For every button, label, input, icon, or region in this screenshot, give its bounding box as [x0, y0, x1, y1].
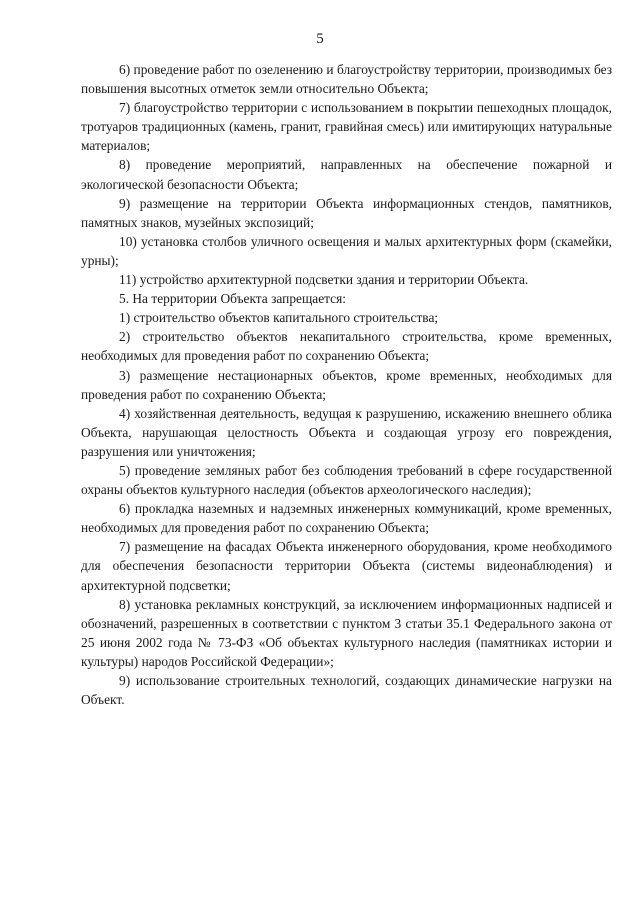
prohibition-item-2: 2) строительство объектов некапитального строительства, кроме временных, необходимых для проведения работ по сохранению Объекта; [81, 329, 612, 364]
page-number: 5 [316, 31, 324, 47]
paragraph-item-8-safety: 8) проведение мероприятий, направленных на обеспечение пожарной и экологической безопасности Объекта; [81, 157, 612, 192]
paragraph-item-11-illumination: 11) устройство архитектурной подсветки здания и территории Объекта. [119, 272, 529, 288]
paragraph-item-9-stands: 9) размещение на территории Объекта информационных стендов, памятников, памятных знаков, музейных экспозиций; [81, 195, 612, 230]
section-5-heading: 5. На территории Объекта запрещается: [119, 291, 346, 307]
prohibition-item-8: 8) установка рекламных конструкций, за исключением информационных надписей и обозначений, разрешенных в соответствии с пунктом 3 статьи 35.1 Федерального закона от 25 июня 2002 года № 73-ФЗ «Об объектах культурного наследия (памятниках истории и культуры) народов Российской Федерации»; [81, 596, 612, 669]
prohibition-item-9: 9) использование строительных технологий, создающих динамические нагрузки на Объект. [81, 673, 612, 708]
prohibition-item-3: 3) размещение нестационарных объектов, кроме временных, необходимых для проведения работ по сохранению Объекта; [81, 367, 612, 402]
paragraph-item-10-lighting: 10) установка столбов уличного освещения и малых архитектурных форм (скамейки, урны); [81, 233, 612, 268]
prohibition-item-5: 5) проведение земляных работ без соблюдения требований в сфере государственной охраны объектов культурного наследия (объектов археологического наследия); [81, 462, 612, 498]
prohibition-item-1: 1) строительство объектов капитального строительства; [119, 310, 439, 326]
prohibition-item-6: 6) прокладка наземных и надземных инженерных коммуникаций, кроме временных, необходимых для проведения работ по сохранению Объекта; [81, 501, 612, 536]
paragraph-item-6-greening: 6) проведение работ по озеленению и благоустройству территории, производимых без повышения высотных отметок земли относительно Объекта; [81, 62, 612, 97]
document-body [81, 60, 612, 709]
prohibition-item-4: 4) хозяйственная деятельность, ведущая к разрушению, искажению внешнего облика Объекта, нарушающая целостность Объекта и создающая угрозу его повреждения, разрушения или уничтожения; [81, 405, 612, 459]
prohibition-item-7: 7) размещение на фасадах Объекта инженерного оборудования, кроме необходимого для обеспечения безопасности территории Объекта (системы видеонаблюдения) и архитектурной подсветки; [81, 539, 612, 593]
paragraph-item-7-landscaping: 7) благоустройство территории с использованием в покрытии пешеходных площадок, тротуаров традиционных (камень, гранит, гравийная смесь) или имитирующих натуральные материалов; [81, 100, 612, 154]
